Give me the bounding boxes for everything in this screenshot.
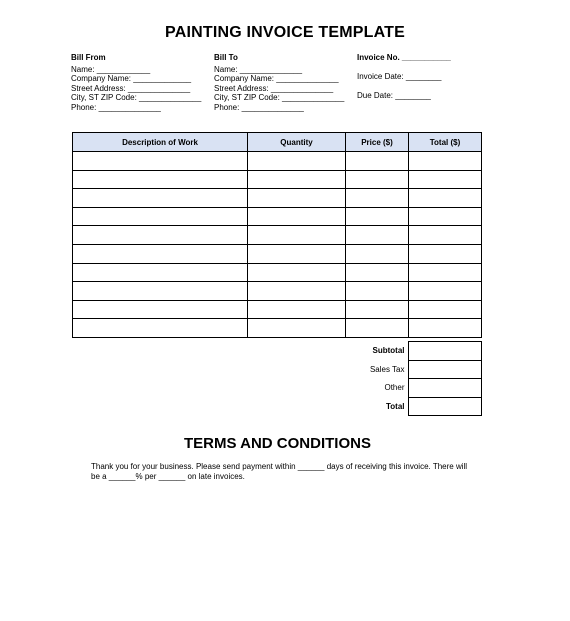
bill-from-phone[interactable]: Phone: ______________ [71, 102, 161, 112]
price-cell[interactable] [346, 189, 409, 208]
table-row [73, 207, 482, 226]
table-row [73, 244, 482, 263]
total-cell[interactable] [409, 170, 482, 189]
bill-to-phone[interactable]: Phone: ______________ [214, 102, 304, 112]
price-cell[interactable] [346, 207, 409, 226]
description-cell[interactable] [73, 170, 248, 189]
price-cell[interactable] [346, 244, 409, 263]
quantity-cell[interactable] [248, 207, 346, 226]
description-cell[interactable] [73, 226, 248, 245]
bill-from-street[interactable]: Street Address: ______________ [71, 83, 191, 93]
terms-text: Thank you for your business. Please send payment within ______ days of receiving this invoice. There will be a ______% per ______ on late invoices. [91, 462, 468, 481]
description-cell[interactable] [73, 263, 248, 282]
invoice-info-section [357, 53, 451, 110]
price-cell[interactable] [346, 319, 409, 338]
price-cell[interactable] [346, 170, 409, 189]
bill-from-city[interactable]: City, ST ZIP Code: ______________ [71, 93, 202, 103]
description-cell[interactable] [73, 244, 248, 263]
price-cell[interactable] [346, 300, 409, 319]
header-description: Description of Work [73, 133, 248, 152]
sales-tax-cell[interactable] [408, 360, 481, 379]
table-header-row [73, 133, 482, 152]
total-cell[interactable] [409, 263, 482, 282]
bill-to-city[interactable]: City, ST ZIP Code: ______________ [214, 93, 345, 103]
quantity-cell[interactable] [248, 300, 346, 319]
grand-total-cell[interactable] [408, 397, 481, 416]
bill-to-name[interactable]: Name: ______________ [214, 64, 303, 74]
total-label: Total [385, 401, 405, 411]
bill-to-company[interactable]: Company Name: ______________ [214, 74, 339, 84]
subtotal-cell[interactable] [408, 342, 481, 361]
sales-tax-label: Sales Tax [369, 364, 405, 374]
header-total: Total ($) [409, 133, 482, 152]
bill-to-section [214, 53, 344, 113]
total-cell[interactable] [409, 226, 482, 245]
description-cell[interactable] [73, 319, 248, 338]
invoice-title: PAINTING INVOICE TEMPLATE [165, 24, 405, 41]
other-label: Other [384, 383, 405, 393]
bill-from-heading: Bill From [71, 53, 106, 62]
table-row [73, 152, 482, 171]
quantity-cell[interactable] [248, 152, 346, 171]
total-cell[interactable] [409, 282, 482, 301]
bill-from-section [71, 53, 201, 113]
total-cell[interactable] [409, 244, 482, 263]
table-row [73, 319, 482, 338]
price-cell[interactable] [346, 263, 409, 282]
description-cell[interactable] [73, 207, 248, 226]
table-row [73, 170, 482, 189]
line-items-table [72, 132, 482, 338]
subtotal-row [72, 342, 481, 361]
description-cell[interactable] [73, 152, 248, 171]
total-cell[interactable] [409, 207, 482, 226]
bill-from-company[interactable]: Company Name: _____________ [71, 74, 192, 84]
quantity-cell[interactable] [248, 170, 346, 189]
quantity-cell[interactable] [248, 189, 346, 208]
quantity-cell[interactable] [248, 226, 346, 245]
table-row [73, 189, 482, 208]
price-cell[interactable] [346, 226, 409, 245]
bill-from-name[interactable]: Name: ____________ [71, 64, 151, 74]
bill-to-heading: Bill To [214, 53, 238, 62]
total-cell[interactable] [409, 319, 482, 338]
subtotal-label: Subtotal [372, 346, 405, 356]
quantity-cell[interactable] [248, 263, 346, 282]
total-cell[interactable] [409, 189, 482, 208]
total-cell[interactable] [409, 152, 482, 171]
table-row [73, 300, 482, 319]
other-cell[interactable] [408, 379, 481, 398]
other-row [72, 379, 481, 398]
description-cell[interactable] [73, 189, 248, 208]
description-cell[interactable] [73, 300, 248, 319]
total-row [72, 397, 481, 416]
quantity-cell[interactable] [248, 282, 346, 301]
terms-title: TERMS AND CONDITIONS [184, 435, 371, 452]
total-cell[interactable] [409, 300, 482, 319]
totals-table [72, 341, 482, 416]
table-row [73, 226, 482, 245]
header-price: Price ($) [346, 133, 409, 152]
header-quantity: Quantity [248, 133, 346, 152]
description-cell[interactable] [73, 282, 248, 301]
price-cell[interactable] [346, 282, 409, 301]
table-row [73, 263, 482, 282]
bill-to-street[interactable]: Street Address: ______________ [214, 83, 334, 93]
quantity-cell[interactable] [248, 319, 346, 338]
invoice-number-field[interactable]: Invoice No. ___________ [357, 53, 451, 62]
due-date-field[interactable]: Due Date: ________ [357, 91, 431, 101]
invoice-date-field[interactable]: Invoice Date: ________ [357, 72, 442, 82]
table-row [73, 282, 482, 301]
sales-tax-row [72, 360, 481, 379]
price-cell[interactable] [346, 152, 409, 171]
quantity-cell[interactable] [248, 244, 346, 263]
